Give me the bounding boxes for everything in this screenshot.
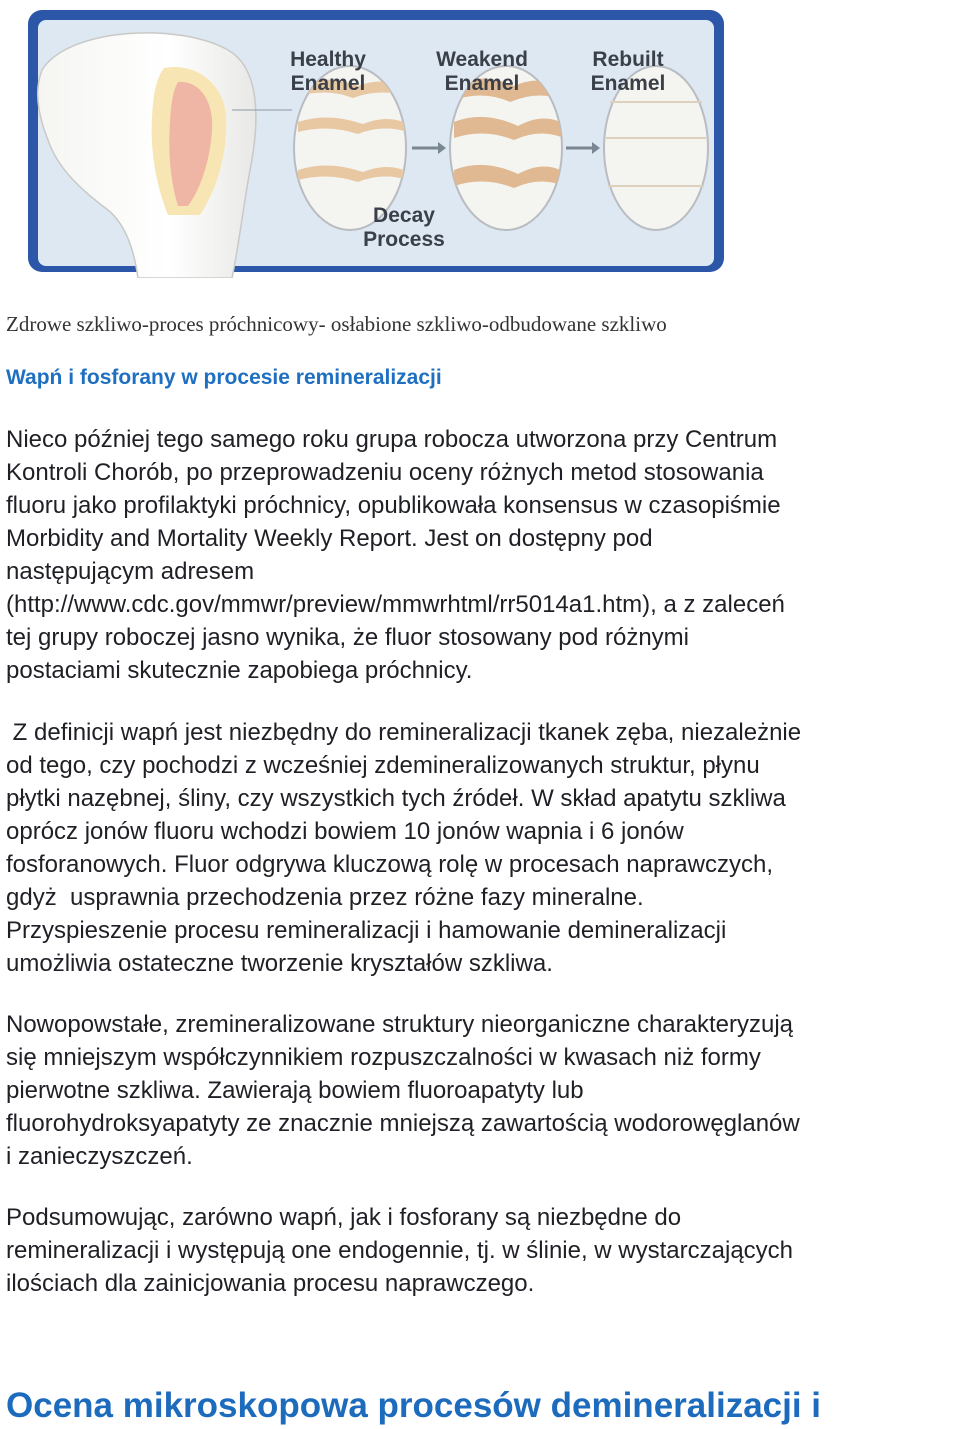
paragraph-line: umożliwia ostateczne tworzenie kryształów szkliwa. bbox=[6, 950, 553, 977]
paragraph-line: fosforanowych. Fluor odgrywa kluczową rolę w procesach naprawczych, bbox=[6, 851, 774, 878]
paragraph-line: się mniejszym współczynnikiem rozpuszczalności w kwasach niż formy bbox=[6, 1044, 761, 1071]
paragraph-line: fluorohydroksyapatyty ze znacznie mniejszą zawartością wodorowęglanów bbox=[6, 1110, 800, 1137]
section-heading-large: Ocena mikroskopowa procesów demineralizacji i bbox=[6, 1386, 822, 1425]
paragraph-3 bbox=[6, 1008, 960, 1173]
paragraph-line: (http://www.cdc.gov/mmwr/preview/mmwrhtml/rr5014a1.htm), a z zaleceń bbox=[6, 591, 785, 618]
label-healthy: Healthy Enamel bbox=[290, 48, 366, 95]
paragraph-1 bbox=[6, 423, 960, 687]
paragraph-line: Z definicji wapń jest niezbędny do remineralizacji tkanek zęba, niezależnie bbox=[6, 719, 802, 746]
paragraph-line: fluoru jako profilaktyki próchnicy, opublikowała konsensus w czasopiśmie bbox=[6, 492, 781, 519]
paragraph-line: Podsumowując, zarówno wapń, jak i fosforany są niezbędne do bbox=[6, 1204, 682, 1231]
paragraph-line: Nowopowstałe, zremineralizowane struktury nieorganiczne charakteryzują bbox=[6, 1011, 794, 1038]
enamel-decay-illustration bbox=[28, 10, 728, 278]
paragraph-line: i zanieczyszczeń. bbox=[6, 1143, 193, 1170]
paragraph-line: płytki nazębnej, śliny, czy wszystkich tych źródeł. W skład apatytu szkliwa bbox=[6, 785, 786, 812]
paragraph-4 bbox=[6, 1201, 960, 1300]
paragraph-line: od tego, czy pochodzi z wcześniej zdemineralizowanych struktur, płynu bbox=[6, 752, 760, 779]
paragraph-line: gdyż usprawnia przechodzenia przez różne fazy mineralne. bbox=[6, 884, 644, 911]
paragraph-line: remineralizacji i występują one endogennie, tj. w ślinie, w wystarczających bbox=[6, 1237, 794, 1264]
label-decay: Decay Process bbox=[363, 204, 445, 251]
section-heading: Wapń i fosforany w procesie remineralizacji bbox=[6, 366, 442, 389]
paragraph-line: następującym adresem bbox=[6, 558, 255, 585]
paragraph-line: Kontroli Chorób, po przeprowadzeniu oceny różnych metod stosowania bbox=[6, 459, 764, 486]
paragraph-2 bbox=[6, 716, 960, 980]
paragraph-line: tej grupy roboczej jasno wynika, że fluor stosowany pod różnymi bbox=[6, 624, 689, 651]
paragraph-line: Przyspieszenie procesu remineralizacji i hamowanie demineralizacji bbox=[6, 917, 727, 944]
label-rebuilt: Rebuilt Enamel bbox=[590, 48, 666, 95]
paragraph-line: oprócz jonów fluoru wchodzi bowiem 10 jonów wapnia i 6 jonów bbox=[6, 818, 684, 845]
figure-caption: Zdrowe szkliwo-proces próchnicowy- osłabione szkliwo-odbudowane szkliwo bbox=[6, 312, 667, 336]
paragraph-line: ilościach dla zainicjowania procesu naprawczego. bbox=[6, 1270, 535, 1297]
label-weakend: Weakend Enamel bbox=[436, 48, 528, 95]
paragraph-line: pierwotne szkliwa. Zawierają bowiem fluoroapatyty lub bbox=[6, 1077, 584, 1104]
paragraph-line: postaciami skutecznie zapobiega próchnicy. bbox=[6, 657, 473, 684]
paragraph-line: Nieco później tego samego roku grupa robocza utworzona przy Centrum bbox=[6, 426, 778, 453]
paragraph-line: Morbidity and Mortality Weekly Report. Jest on dostępny pod bbox=[6, 525, 653, 552]
